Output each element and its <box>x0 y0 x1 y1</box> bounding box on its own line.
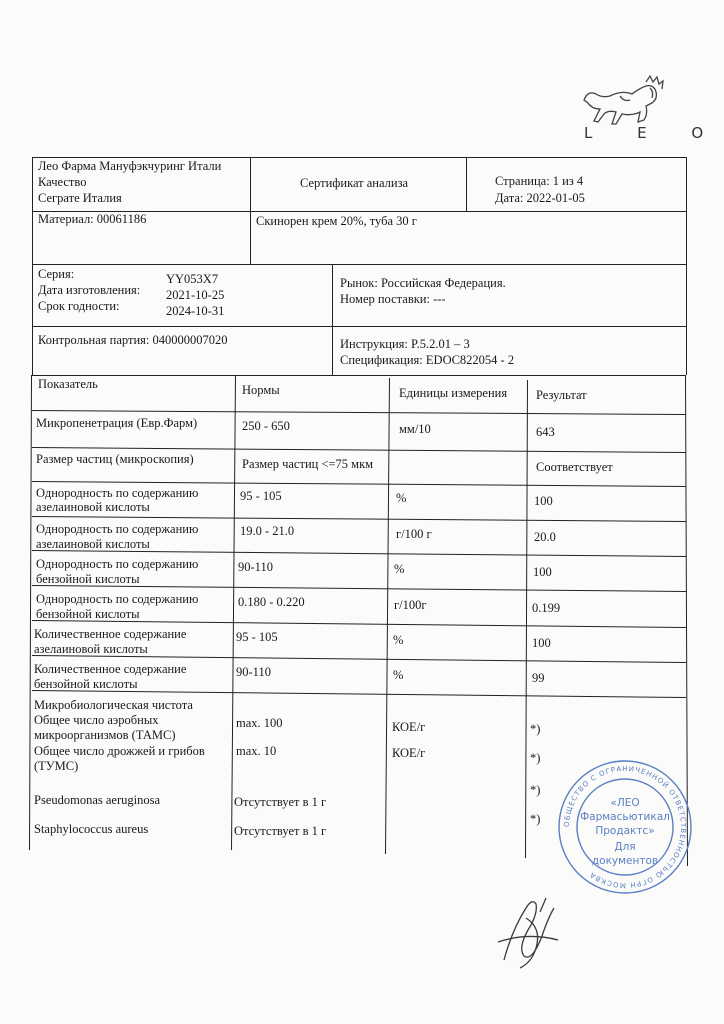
table-grid-line <box>29 375 32 850</box>
micro-tamc-norm: max. 100 <box>236 716 283 730</box>
row-norm: 95 - 105 <box>236 630 278 644</box>
row-param: Однородность по содержанию <box>36 557 199 571</box>
micro-staphylococcus-norm: Отсутствует в 1 г <box>234 824 327 838</box>
micro-tymc-line2: (ТУМС) <box>34 759 79 773</box>
company-location: Сеграте Италия <box>38 191 122 205</box>
micro-tymc-norm: max. 10 <box>236 744 277 758</box>
micro-title: Микробиологическая чистота <box>34 698 193 712</box>
expiry-label: Срок годности: <box>38 299 120 313</box>
row-norm: 90-110 <box>238 560 273 574</box>
material-code: Материал: 00061186 <box>38 212 147 226</box>
series-label: Серия: <box>38 267 75 281</box>
col-header-parameter: Показатель <box>38 377 98 391</box>
market: Рынок: Российская Федерация. <box>340 276 506 290</box>
micro-tymc-unit: КОЕ/г <box>392 746 426 760</box>
row-unit: г/100г <box>394 598 427 612</box>
table-grid-line <box>32 410 686 415</box>
row-param-line2: бензойной кислоты <box>34 677 138 691</box>
row-norm: 19.0 - 21.0 <box>240 524 295 538</box>
row-unit: мм/10 <box>399 422 431 436</box>
micro-tamc-line1: Общее число аэробных <box>34 713 159 727</box>
row-result: 643 <box>536 425 555 439</box>
material-name: Скинорен крем 20%, туба 30 г <box>256 214 417 228</box>
row-result: 100 <box>534 494 553 508</box>
row-unit: % <box>396 491 407 505</box>
row-result: 100 <box>532 636 551 650</box>
row-norm: 95 - 105 <box>240 489 282 503</box>
company-name: Лео Фарма Мануфэкчуринг Итали <box>38 159 222 173</box>
row-result: 100 <box>533 565 552 579</box>
micro-tamc-unit: КОЕ/г <box>392 720 426 734</box>
row-param: Однородность по содержанию <box>36 486 199 500</box>
row-result: 20.0 <box>534 530 556 544</box>
leo-logo-text: L E O <box>584 124 724 142</box>
page-number: Страница: 1 из 4 <box>495 174 584 188</box>
row-unit: г/100 г <box>396 527 432 541</box>
row-param: Однородность по содержанию <box>36 522 199 536</box>
mfg-date-value: 2021-10-25 <box>166 288 225 302</box>
col-header-result: Результат <box>536 388 587 402</box>
document-date: Дата: 2022-01-05 <box>495 191 585 205</box>
leo-lion-logo-icon <box>576 66 666 156</box>
micro-staphylococcus: Staphylococcus aureus <box>34 822 149 836</box>
signature-icon <box>480 872 600 982</box>
micro-tamc-result: *) <box>530 722 541 736</box>
delivery-number: Номер поставки: --- <box>340 292 446 306</box>
row-result: 0.199 <box>532 601 561 615</box>
table-grid-line <box>231 375 236 850</box>
row-norm: Размер частиц <=75 мкм <box>242 457 374 471</box>
col-header-norms: Нормы <box>242 383 280 397</box>
svg-text:ОБЩЕСТВО С ОГРАНИЧЕННОЙ ОТВЕТС: ОБЩЕСТВО С ОГРАНИЧЕННОЙ ОТВЕТСТВЕННОСТЬЮ ОГРН МОСКВА <box>562 764 688 890</box>
micro-tymc-line1: Общее число дрожжей и грибов <box>34 744 205 758</box>
quality-dept: Качество <box>38 175 87 189</box>
mfg-date-label: Дата изготовления: <box>38 283 141 297</box>
row-unit: % <box>393 668 404 682</box>
row-param-line2: азелаиновой кислоты <box>36 500 150 514</box>
row-param-line2: бензойной кислоты <box>36 607 140 621</box>
micro-tymc-result: *) <box>530 751 541 765</box>
micro-pseudomonas: Pseudomonas aeruginosa <box>34 793 161 807</box>
row-param-line2: азелаиновой кислоты <box>34 642 148 656</box>
row-param: Размер частиц (микроскопия) <box>36 452 194 466</box>
micro-pseudomonas-result: *) <box>530 783 541 797</box>
document-title: Сертификат анализа <box>300 176 409 190</box>
table-grid-line <box>32 375 686 376</box>
svg-text:документов: документов <box>591 855 659 867</box>
row-param: Микропенетрация (Евр.Фарм) <box>36 416 198 430</box>
micro-staphylococcus-result: *) <box>530 812 541 826</box>
specification: Спецификация: EDOC822054 - 2 <box>340 353 515 367</box>
row-unit: % <box>393 633 404 647</box>
svg-text:Продактс»: Продактс» <box>595 825 655 837</box>
instruction: Инструкция: P.5.2.01 – 3 <box>340 337 470 351</box>
row-result: 99 <box>532 671 545 685</box>
row-param: Количественное содержание <box>34 662 187 676</box>
svg-text:Фармасьютикал: Фармасьютикал <box>580 811 670 823</box>
row-unit: % <box>394 562 405 576</box>
micro-pseudomonas-norm: Отсутствует в 1 г <box>234 795 327 809</box>
svg-text:«ЛЕО: «ЛЕО <box>610 797 640 809</box>
row-param: Количественное содержание <box>34 627 187 641</box>
micro-tamc-line2: микроорганизмов (ТАМС) <box>34 728 176 742</box>
expiry-value: 2024-10-31 <box>166 304 225 318</box>
row-norm: 0.180 - 0.220 <box>238 595 305 609</box>
row-param: Однородность по содержанию <box>36 592 199 606</box>
row-param-line2: бензойной кислоты <box>36 572 140 586</box>
row-result: Соответствует <box>536 460 613 474</box>
row-param-line2: азелаиновой кислоты <box>36 537 150 551</box>
svg-text:Для: Для <box>614 841 636 853</box>
row-norm: 250 - 650 <box>242 419 290 433</box>
row-norm: 90-110 <box>236 665 271 679</box>
col-header-units: Единицы измерения <box>399 386 508 400</box>
series-value: YY053X7 <box>166 272 219 286</box>
control-batch: Контрольная партия: 040000007020 <box>38 333 228 347</box>
